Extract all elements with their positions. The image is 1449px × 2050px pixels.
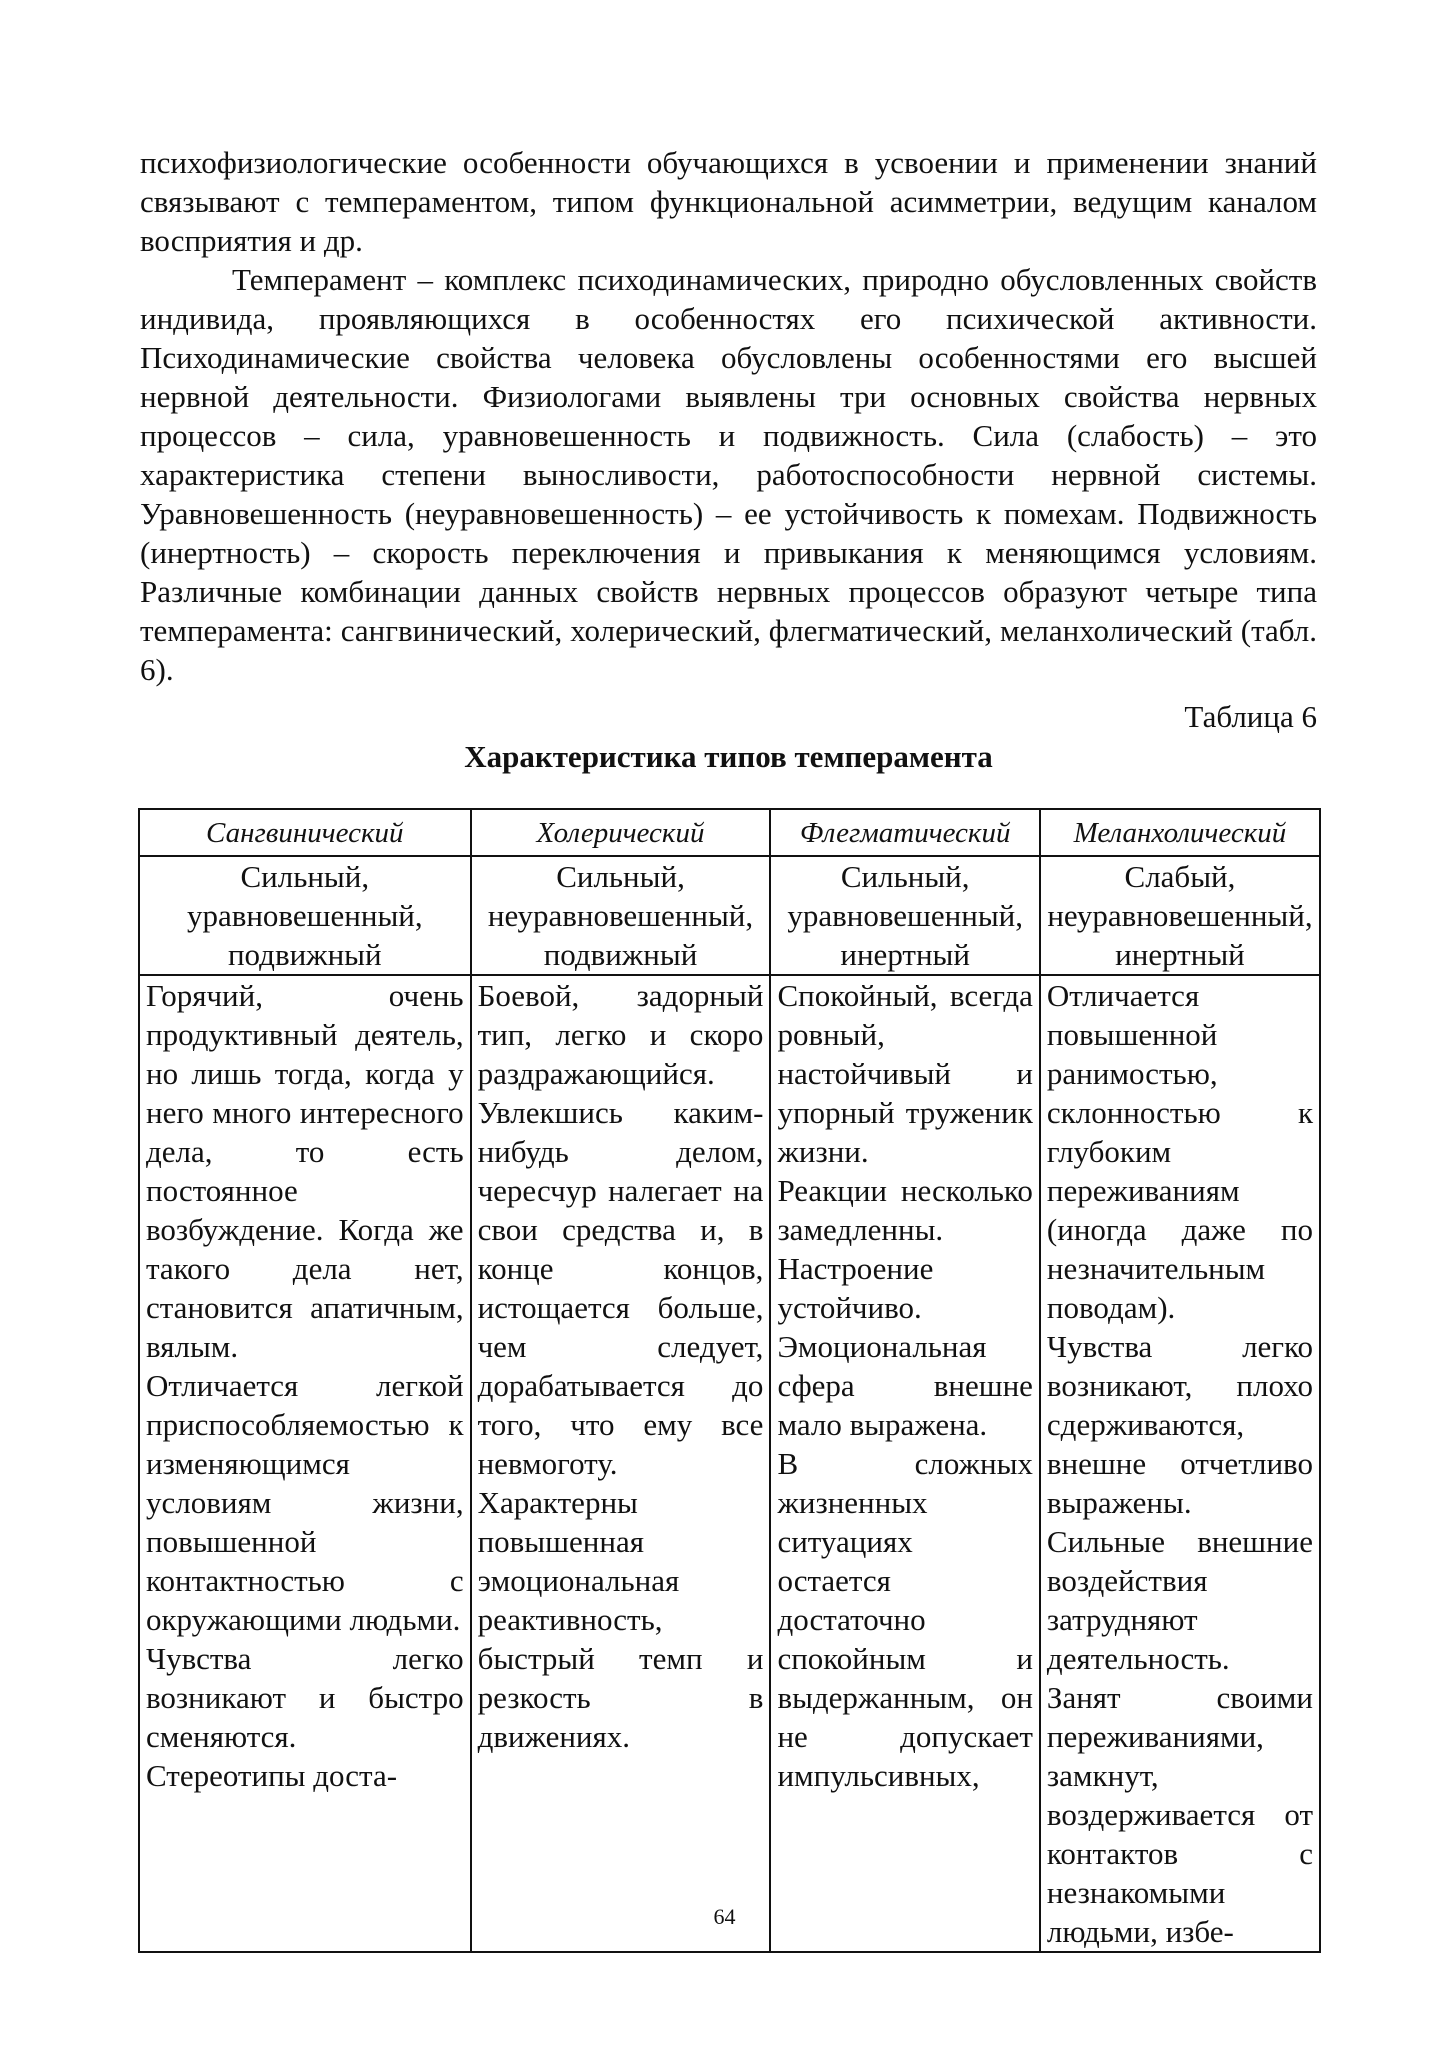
description-paragraph: Эмоциональная сфера внешне мало выражена. <box>777 1329 1033 1442</box>
description-paragraph: Настроение устойчиво. <box>777 1251 934 1325</box>
description-paragraph: Сильные внешние воздействия затрудняют деятельность. <box>1046 1524 1313 1676</box>
paragraph-1: психофизиологические особенности обучающихся в усвоении и применении знаний связывают с темпераментом, типом функциональной асимметрии, ведущим каналом восприятия и др. <box>140 145 1317 258</box>
description-phlegmatic <box>770 975 1039 1952</box>
description-paragraph: Отличается легкой приспособляемостью к изменяющимся условиям жизни, повышенной контактностью с окружающими людьми. <box>146 1368 464 1637</box>
table-number-label: Таблица 6 <box>1184 699 1317 734</box>
page-number: 64 <box>713 1904 736 1929</box>
description-paragraph: Характерны повышенная эмоциональная реактивность, быстрый темп и резкость в движениях. <box>477 1485 764 1754</box>
description-paragraph: Отличается повышенной ранимостью, склонностью к глубоким переживаниям (иногда даже по незначительным поводам). <box>1046 978 1313 1325</box>
table-description-row <box>139 975 1320 1952</box>
description-choleric <box>471 975 771 1952</box>
properties-phlegmatic: Сильный, уравновешенный, инертный <box>770 856 1039 975</box>
description-paragraph: Спокойный, всегда ровный, настойчивый и упорный труженик жизни. <box>777 978 1033 1169</box>
table-header-row <box>139 809 1320 856</box>
description-paragraph: Стереотипы доста- <box>146 1758 398 1793</box>
description-paragraph: Увлекшись каким-нибудь делом, чересчур налегает на свои средства и, в конце концов, истощается больше, чем следует, дорабатывается до того, что ему все невмоготу. <box>477 1095 764 1481</box>
temperament-table <box>138 808 1321 1953</box>
table-title: Характеристика типов темперамента <box>464 739 993 774</box>
description-paragraph: Чувства легко возникают, плохо сдерживаются, внешне отчетливо выражены. <box>1046 1329 1313 1520</box>
description-paragraph: Боевой, задорный тип, легко и скоро раздражающийся. <box>477 978 764 1091</box>
properties-sanguine: Сильный, уравновешенный, подвижный <box>139 856 471 975</box>
description-paragraph: Горячий, очень продуктивный деятель, но лишь тогда, когда у него много интересного дела, то есть постоянное возбуждение. Когда же такого дела нет, становится апатичным, вялым. <box>146 978 464 1364</box>
header-sanguine: Сангвинический <box>139 809 471 856</box>
header-melancholic: Меланхолический <box>1040 809 1320 856</box>
header-phlegmatic: Флегматический <box>770 809 1039 856</box>
properties-choleric: Сильный, неуравновешенный, подвижный <box>471 856 771 975</box>
description-paragraph: Реакции несколько замедленны. <box>777 1173 1033 1247</box>
properties-melancholic: Слабый, неуравновешенный, инертный <box>1040 856 1320 975</box>
header-choleric: Холерический <box>471 809 771 856</box>
table-properties-row <box>139 856 1320 975</box>
paragraph-2: Темперамент – комплекс психодинамических, природно обусловленных свойств индивида, проявляющихся в особенностях его психической активности. Психодинамические свойства человека обусловлены особенностями его высшей нервной деятельности. Физиологами выявлены три основных свойства нервных процессов – сила, уравновешенность и подвижность. Сила (слабость) – это характеристика степени выносливости, работоспособности нервной системы. Уравновешенность (неуравновешенность) – ее устойчивость к помехам. Подвижность (инертность) – скорость переключения и привыкания к меняющимся условиям. Различные комбинации данных свойств нервных процессов образуют четыре типа темперамента: сангвинический, холерический, флегматический, меланхолический (табл. 6). <box>140 262 1317 687</box>
description-paragraph: Чувства легко возникают и быстро сменяются. <box>146 1641 464 1754</box>
description-paragraph: Занят своими переживаниями, замкнут, воздерживается от контактов с незнакомыми людьми, избе- <box>1046 1680 1313 1949</box>
body-text <box>140 143 1317 689</box>
description-sanguine <box>139 975 471 1952</box>
description-melancholic <box>1040 975 1320 1952</box>
description-paragraph: В сложных жизненных ситуациях остается достаточно спокойным и выдержанным, он не допускает импульсивных, <box>777 1446 1033 1793</box>
